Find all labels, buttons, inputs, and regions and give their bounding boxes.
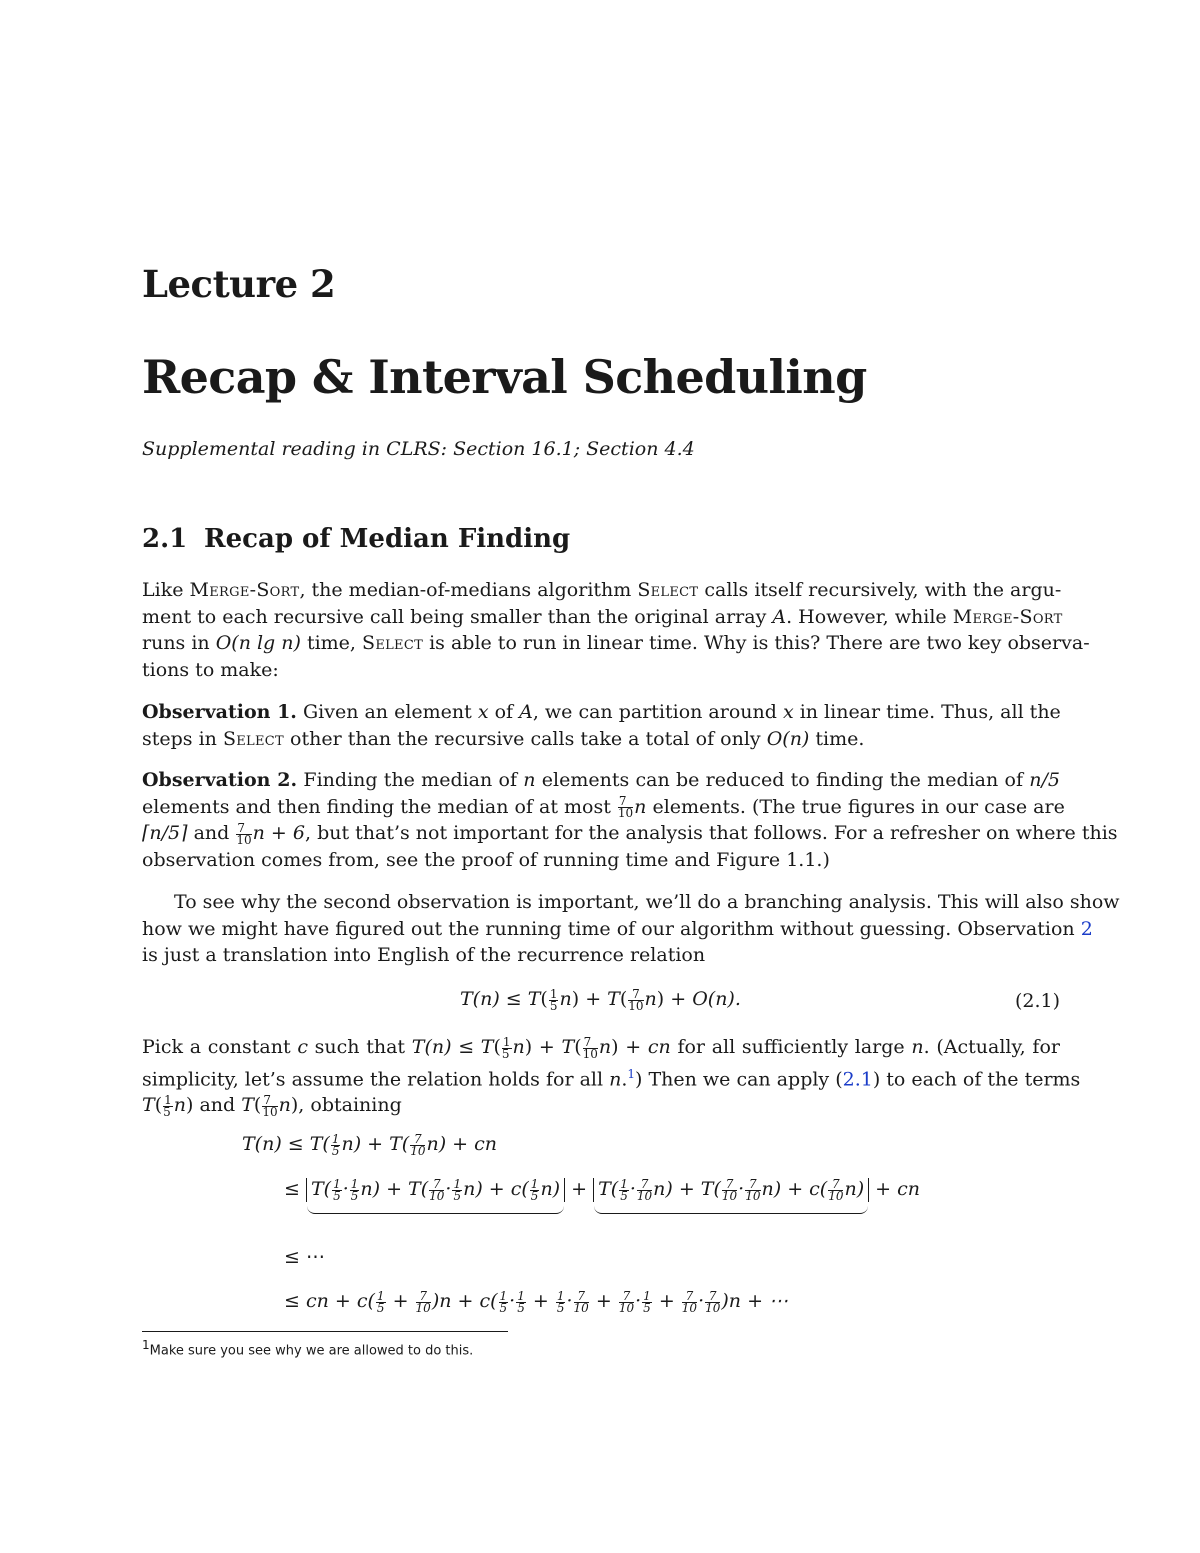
footnote-number: 1 [142,1338,150,1352]
algo-name: Select [362,632,424,654]
equation-link[interactable]: 2.1 [842,1067,873,1090]
section-number: 2.1 [142,524,188,554]
equation-2-1: T(n) ≤ T( $\frac{1}{5}$ n) + T( $\frac{7}{10}$ n) + O(n). [460,986,741,1013]
section-heading [142,524,570,554]
observation-2: Observation 2. Finding the median of n elements can be reduced to finding the median of n/5 elements and then finding the median of at most $\frac{7}{10}$ n elements. (The true figures in our case are ⌈n/5⌉ and $\frac{7}{10}$ n + 6, but that’s not important for the analysis that follows. For a refresher on where this observation comes from, see the proof of running time and Figure 1.1.) [142,769,1118,871]
paragraph-constant: Pick a constant c such that T(n) ≤ T( $\frac{1}{5}$ n) + T( $\frac{7}{10}$ n) + cn for all sufficiently large n. (Actually, for simplicity, let’s assume the relation holds for all n.$^1$) Then we can apply (2.1) to each of the terms T( $\frac{1}{5}$ n) and T( $\frac{7}{10}$ n), obtaining [142,1034,1081,1119]
observation-1: Observation 1. Given an element x of A, we can partition around x in linear time. Thus, all the steps in Select other than the recursive calls take a total of only O(n) time. [142,701,1061,750]
derivation-row-4: ≤ cn + c( $\frac{1}{5}$ + $\frac{7}{10}$ )n + c( $\frac{1}{5}$ · $\frac{1}{5}$ + $\frac{1}{5}$ · $\frac{7}{10}$ + $\frac{7}{10}$ · $\frac{1}{5}$ + $\frac{7}{10}$ · $\frac{7}{10}$ )n + ⋯ [284,1288,789,1315]
section-title: Recap of Median Finding [204,524,571,554]
observation-label: Observation 2. [142,769,298,791]
footnote-rule [142,1331,508,1332]
bracket-term-right: T( $\frac{1}{5}$ · $\frac{7}{10}$ n) + T( $\frac{7}{10}$ · $\frac{7}{10}$ n) + c( $\frac{7}{10}$ n) [593,1178,869,1202]
algo-name: Merge-Sort [189,579,300,601]
derivation-row-3: ≤ ⋯ [284,1246,325,1268]
footnote-mark[interactable]: 1 [627,1066,636,1081]
observation-link[interactable]: 2 [1080,917,1093,940]
derivation-row-1: T(n) ≤ T( $\frac{1}{5}$ n) + T( $\frac{7}{10}$ n) + cn [242,1131,498,1158]
lecture-label: Lecture 2 [142,262,336,306]
page-title: Recap & Interval Scheduling [142,350,867,404]
derivation-row-2: ≤ T( $\frac{1}{5}$ · $\frac{1}{5}$ n) + T( $\frac{7}{10}$ · $\frac{1}{5}$ n) + c( $\frac{1}{5}$ n) + T( $\frac{1}{5}$ · $\frac{7}{10}$ n) + T( $\frac{7}{10}$ · $\frac{7}{10}$ n) + c( $\frac{7}{10}$ n) + cn [284,1178,920,1202]
bracket-term-left: T( $\frac{1}{5}$ · $\frac{1}{5}$ n) + T( $\frac{7}{10}$ · $\frac{1}{5}$ n) + c( $\frac{1}{5}$ n) [306,1178,565,1202]
supplemental-reading: Supplemental reading in CLRS: Section 16.1; Section 4.4 [142,438,695,460]
paragraph-intro: Like Merge-Sort, the median-of-medians algorithm Select calls itself recursively, with the argu- ment to each recursive call being smaller than the original array A. However, while Merge-Sort runs in O(n lg n) time, Select is able to run in linear time. Why is this? There are two key observa- tions to make: [142,579,1090,681]
observation-label: Observation 1. [142,701,297,723]
footnote [142,1338,473,1358]
equation-number: (2.1) [1014,990,1060,1012]
footnote-text: Make sure you see why we are allowed to do this. [149,1343,474,1359]
algo-name: Select [637,579,699,601]
paragraph-branching: To see why the second observation is important, we’ll do a branching analysis. This will also show how we might have figured out the running time of our algorithm without guessing. Observation 2 is just a translation into English of the recurrence relation [142,891,1120,966]
algo-name: Select [222,727,284,750]
algo-name: Merge-Sort [952,605,1063,628]
